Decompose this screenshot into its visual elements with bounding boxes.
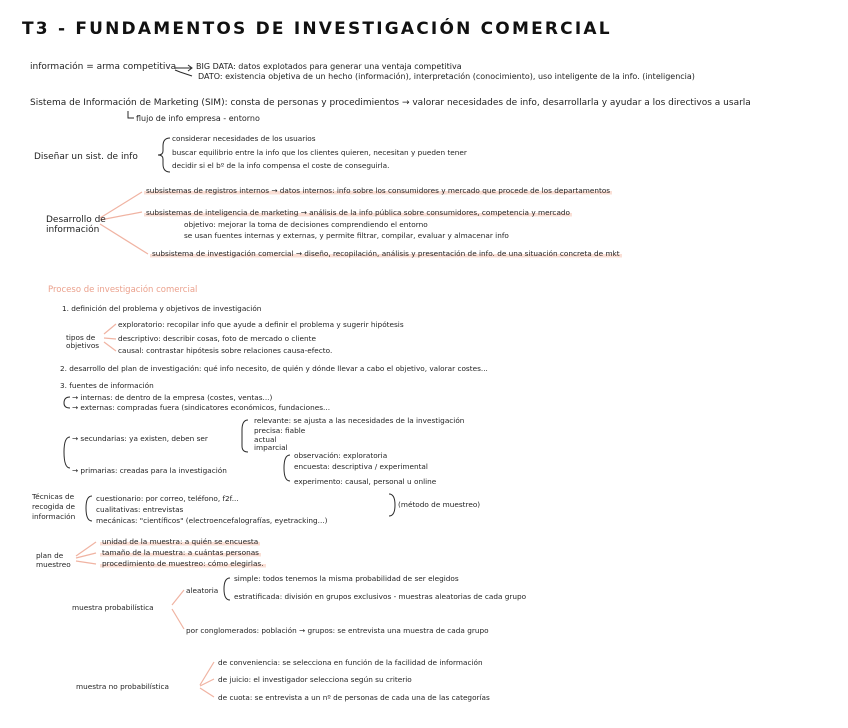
primaria-item: experimento: causal, personal u online xyxy=(294,477,437,486)
informacion-line: información = arma competitiva xyxy=(30,62,177,72)
secundaria-item: relevante: se ajusta a las necesidades de la investigación xyxy=(254,416,465,425)
tipo-item: exploratorio: recopilar info que ayude a definir el problema y sugerir hipótesis xyxy=(118,320,404,329)
disenar-label: Diseñar un sist. de info xyxy=(34,152,138,162)
secundarias-line: → secundarias: ya existen, deben ser xyxy=(72,434,208,443)
plan-item: unidad de la muestra: a quién se encuesta xyxy=(102,537,259,546)
sim-line: Sistema de Información de Marketing (SIM): consta de personas y procedimientos → valorar necesidades de info, desarrollarla y ayudar a los directivos a usarla xyxy=(30,98,751,108)
externas-line: → externas: compradas fuera (sindicatores económicos, fundaciones... xyxy=(72,403,331,412)
primaria-item: encuesta: descriptiva / experimental xyxy=(294,462,428,471)
metodo-note: (método de muestreo) xyxy=(398,500,481,509)
inteligencia-line: subsistemas de inteligencia de marketing → análisis de la info pública sobre consumidores, competencia y mercado xyxy=(146,208,571,217)
plan-label: muestreo xyxy=(36,560,71,569)
plan-label: plan de xyxy=(36,551,64,560)
registros-line: subsistemas de registros internos → datos internos: info sobre los consumidores y mercado que procede de los departamentos xyxy=(146,186,611,195)
tipo-item: causal: contrastar hipótesis sobre relaciones causa-efecto. xyxy=(118,346,333,355)
tecnicas-label: recogida de xyxy=(32,502,76,511)
tipos-label: tipos de xyxy=(66,333,96,342)
tipos-label: objetivos xyxy=(66,341,100,350)
proceso-heading: Proceso de investigación comercial xyxy=(48,285,198,295)
secundaria-item: imparcial xyxy=(254,443,288,452)
page-title: T3 - FUNDAMENTOS DE INVESTIGACIÓN COMERCIAL xyxy=(22,19,612,39)
step-3: 3. fuentes de información xyxy=(60,381,154,390)
disenar-item: buscar equilibrio entre la info que los clientes quieren, necesitan y pueden tener xyxy=(172,148,467,157)
tecnica-item: cualitativas: entrevistas xyxy=(96,505,184,514)
tecnica-item: cuestionario: por correo, teléfono, f2f... xyxy=(96,494,239,503)
disenar-item: considerar necesidades de los usuarios xyxy=(172,134,316,143)
fuentes-line: se usan fuentes internas y externas, y permite filtrar, compilar, evaluar y almacenar info xyxy=(184,231,509,240)
aleatoria-label: aleatoria xyxy=(186,586,219,595)
no-probabilistica-label: muestra no probabilística xyxy=(76,682,170,691)
tipo-item: descriptivo: describir cosas, foto de mercado o cliente xyxy=(118,334,316,343)
plan-item: procedimiento de muestreo: cómo elegirlas. xyxy=(102,559,264,568)
probabilistica-label: muestra probabilística xyxy=(72,603,154,612)
desarrollo-label: información xyxy=(46,225,100,235)
tecnicas-label: información xyxy=(32,512,76,521)
conglomerados-line: por conglomerados: población → grupos: se entrevista una muestra de cada grupo xyxy=(186,626,489,635)
conveniencia-line: de conveniencia: se selecciona en función de la facilidad de información xyxy=(218,658,483,667)
desarrollo-label: Desarrollo de xyxy=(46,215,106,225)
primaria-item: observación: exploratoria xyxy=(294,451,388,460)
simple-line: simple: todos tenemos la misma probabilidad de ser elegidos xyxy=(234,574,459,583)
flujo-line: flujo de info empresa - entorno xyxy=(136,114,260,123)
cuota-line: de cuota: se entrevista a un nº de personas de cada una de las categorías xyxy=(218,693,490,702)
secundaria-item: precisa: fiable xyxy=(254,426,306,435)
objetivo-line: objetivo: mejorar la toma de decisiones comprendiendo el entorno xyxy=(184,220,428,229)
dato-line: DATO: existencia objetiva de un hecho (información), interpretación (conocimiento), uso inteligente de la info. (inteligencia) xyxy=(198,72,695,81)
big-data-line: BIG DATA: datos explotados para generar una ventaja competitiva xyxy=(196,62,462,71)
investigacion-line: subsistema de investigación comercial → diseño, recopilación, análisis y presentación de info. de una situación concreta de mkt xyxy=(152,249,620,258)
estratificada-line: estratificada: división en grupos exclusivos - muestras aleatorias de cada grupo xyxy=(234,592,527,601)
step-2: 2. desarrollo del plan de investigación: qué info necesito, de quién y dónde llevar a cabo el objetivo, valorar costes... xyxy=(60,364,488,373)
internas-line: → internas: de dentro de la empresa (costes, ventas...) xyxy=(72,393,273,402)
juicio-line: de juicio: el investigador selecciona según su criterio xyxy=(218,675,412,684)
tecnica-item: mecánicas: "científicos" (electroencefalografías, eyetracking...) xyxy=(96,516,328,525)
primarias-line: → primarias: creadas para la investigación xyxy=(72,466,227,475)
step-1: 1. definición del problema y objetivos de investigación xyxy=(62,304,262,313)
tecnicas-label: Técnicas de xyxy=(32,492,75,501)
secundaria-item: actual xyxy=(254,435,277,444)
disenar-item: decidir si el bº de la info compensa el coste de conseguirla. xyxy=(172,161,390,170)
plan-item: tamaño de la muestra: a cuántas personas xyxy=(102,548,259,557)
